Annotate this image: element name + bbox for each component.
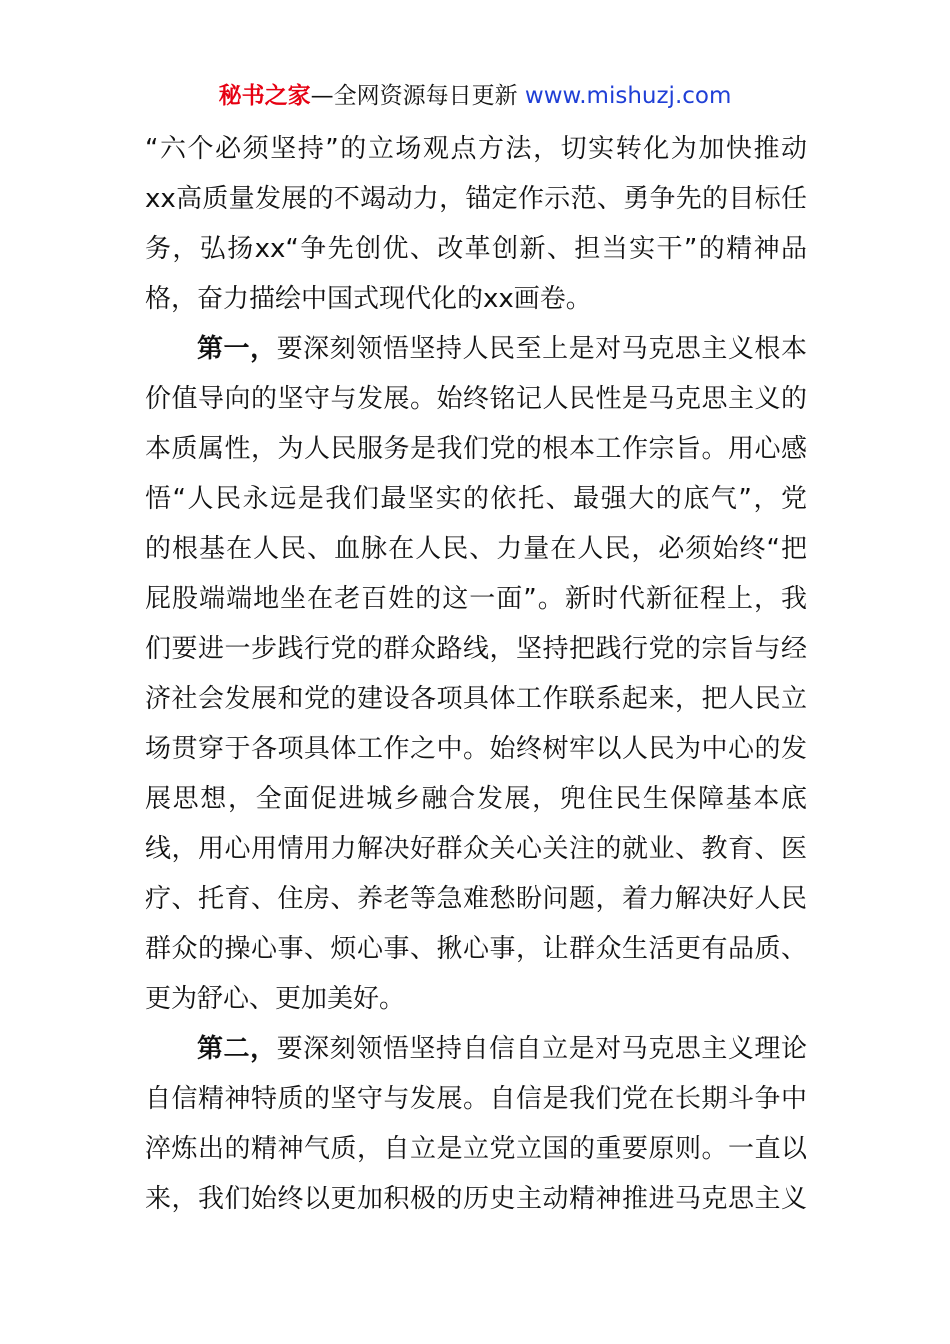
paragraph-first-line	[145, 1024, 807, 1074]
text-line: 本质属性，为人民服务是我们党的根本工作宗旨。用心感	[145, 434, 807, 464]
text-line: 们要进一步践行党的群众路线，坚持把践行党的宗旨与经	[145, 634, 807, 664]
text-line: 自信精神特质的坚守与发展。自信是我们党在长期斗争中	[145, 1084, 807, 1114]
site-header	[0, 80, 950, 112]
text-line: 来，我们始终以更加积极的历史主动精神推进马克思主义	[145, 1184, 807, 1214]
text-span: 要深刻领悟坚持人民至上是对马克思主义根本	[276, 334, 807, 364]
text-line: 格，奋力描绘中国式现代化的xx画卷。	[145, 284, 592, 314]
document-body	[145, 124, 807, 1224]
text-line: “六个必须坚持”的立场观点方法，切实转化为加快推动	[145, 134, 807, 164]
text-span: 要深刻领悟坚持自信自立是对马克思主义理论	[276, 1034, 807, 1064]
header-slogan: —全网资源每日更新	[310, 83, 525, 109]
text-line: 场贯穿于各项具体工作之中。始终树牢以人民为中心的发	[145, 734, 807, 764]
text-line: 悟“人民永远是我们最坚实的依托、最强大的底气”，党	[145, 484, 807, 514]
brand-name: 秘书之家	[218, 83, 311, 109]
text-line: 务，弘扬xx“争先创优、改革创新、担当实干”的精神品	[145, 234, 807, 264]
text-line: 淬炼出的精神气质，自立是立党立国的重要原则。一直以	[145, 1134, 807, 1164]
paragraph-first-line	[145, 324, 807, 374]
text-line: 的根基在人民、血脉在人民、力量在人民，必须始终“把	[145, 534, 807, 564]
text-line: 展思想，全面促进城乡融合发展，兜住民生保障基本底	[145, 784, 807, 814]
text-line: 疗、托育、住房、养老等急难愁盼问题，着力解决好人民	[145, 884, 807, 914]
text-line: 屁股端端地坐在老百姓的这一面”。新时代新征程上，我	[145, 584, 807, 614]
text-line: 线，用心用情用力解决好群众关心关注的就业、教育、医	[145, 834, 807, 864]
text-line: xx高质量发展的不竭动力，锚定作示范、勇争先的目标任	[145, 184, 807, 214]
text-line: 更为舒心、更加美好。	[145, 984, 406, 1014]
paragraph-lead: 第二，	[197, 1034, 277, 1064]
text-line: 价值导向的坚守与发展。始终铭记人民性是马克思主义的	[145, 384, 807, 414]
text-line: 济社会发展和党的建设各项具体工作联系起来，把人民立	[145, 684, 807, 714]
text-line: 群众的操心事、烦心事、揪心事，让群众生活更有品质、	[145, 934, 807, 964]
site-url-link[interactable]: www.mishuzj.com	[524, 83, 732, 109]
paragraph-lead: 第一，	[197, 334, 277, 364]
